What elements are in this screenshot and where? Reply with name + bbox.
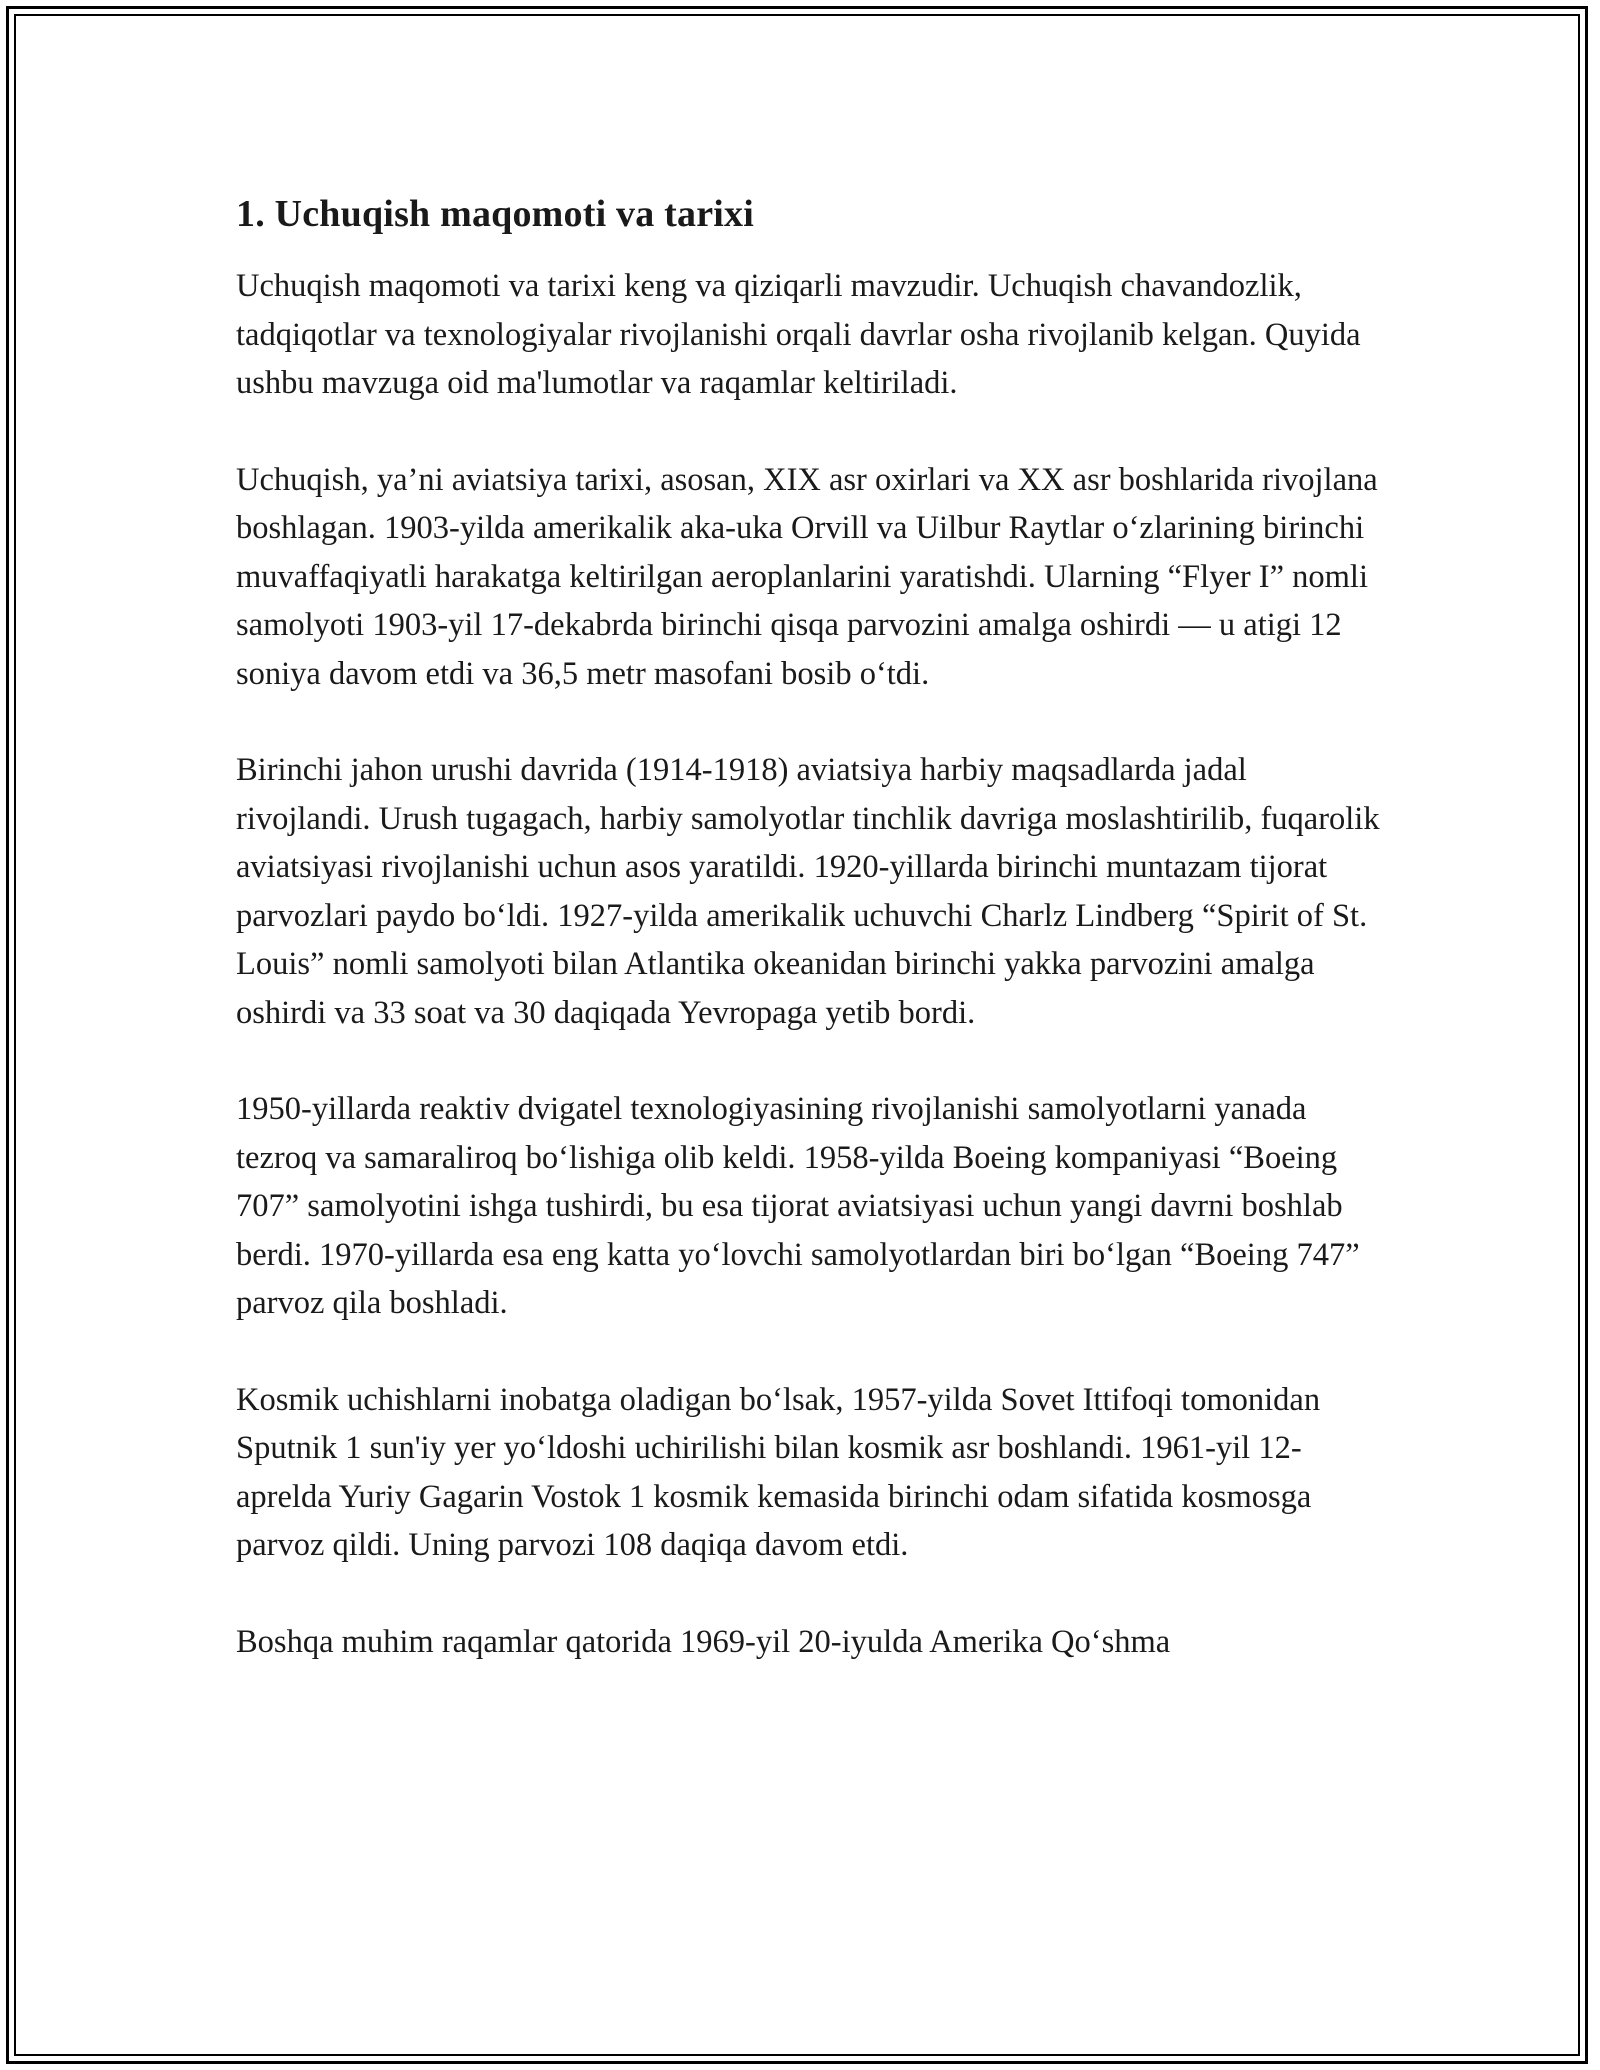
paragraph-jet-age: 1950-yillarda reaktiv dvigatel texnologiyasining rivojlanishi samolyotlarni yanada tezroq va samaraliroq bo‘lishiga olib keldi. 1958-yilda Boeing kompaniyasi “Boeing 707” samolyotini ishga tushirdi, bu esa tijorat aviatsiyasi uchun yangi davrni boshlab berdi. 1970-yillarda esa eng katta yo‘lovchi samolyotlardan biri bo‘lgan “Boeing 747” parvoz qila boshladi. <box>236 1091 1360 1321</box>
document-body <box>236 188 1386 1714</box>
paragraph-other-figures: Boshqa muhim raqamlar qatorida 1969-yil 20-iyulda Amerika Qo‘shma <box>236 1623 1171 1660</box>
paragraph-world-war: Birinchi jahon urushi davrida (1914-1918) aviatsiya harbiy maqsadlarda jadal rivojlandi. Urush tugagach, harbiy samolyotlar tinchlik davriga moslashtirilib, fuqarolik aviatsiyasi rivojlanishi uchun asos yaratildi. 1920-yillarda birinchi muntazam tijorat parvozlari paydo bo‘ldi. 1927-yilda amerikalik uchuvchi Charlz Lindberg “Spirit of St. Louis” nomli samolyoti bilan Atlantika okeanidan birinchi yakka parvozini amalga oshirdi va 33 soat va 30 daqiqada Yevropaga yetib bordi. <box>236 752 1380 1031</box>
paragraph-space-flight: Kosmik uchishlarni inobatga oladigan bo‘lsak, 1957-yilda Sovet Ittifoqi tomonidan Sputnik 1 sun'iy yer yo‘ldoshi uchirilishi bilan kosmik asr boshlandi. 1961-yil 12-aprelda Yuriy Gagarin Vostok 1 kosmik kemasida birinchi odam sifatida kosmosga parvoz qildi. Uning parvozi 108 daqiqa davom etdi. <box>236 1381 1321 1563</box>
paragraph-intro: Uchuqish maqomoti va tarixi keng va qiziqarli mavzudir. Uchuqish chavandozlik, tadqiqotlar va texnologiyalar rivojlanishi orqali davrlar osha rivojlanib kelgan. Quyida ushbu mavzuga oid ma'lumotlar va raqamlar keltiriladi. <box>236 268 1361 401</box>
section-heading: 1. Uchuqish maqomoti va tarixi <box>236 193 754 235</box>
paragraph-early-aviation: Uchuqish, ya’ni aviatsiya tarixi, asosan, XIX asr oxirlari va XX asr boshlarida rivojlana boshlagan. 1903-yilda amerikalik aka-uka Orvill va Uilbur Raytlar o‘zlarining birinchi muvaffaqiyatli harakatga keltirilgan aeroplanlarini yaratishdi. Ularning “Flyer I” nomli samolyoti 1903-yil 17-dekabrda birinchi qisqa parvozini amalga oshirdi — u atigi 12 soniya davom etdi va 36,5 metr masofani bosib o‘tdi. <box>236 461 1378 692</box>
